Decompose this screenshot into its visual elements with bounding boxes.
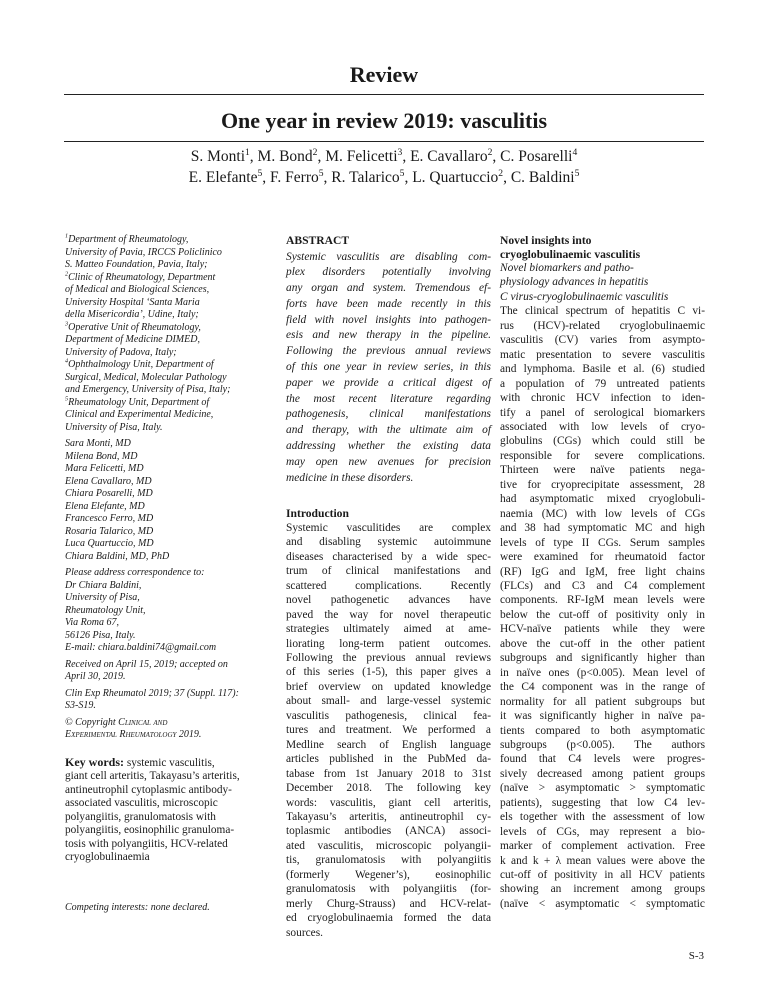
cryo-text-line: (FLCs) and C3 and C4 complement [500,579,705,592]
affiliation-text: S. Matteo Foundation, Pavia, Italy; [65,259,208,270]
introduction-line: granulomatosis with polyangiitis (for- [286,883,491,896]
author-affiliation-mark: 3 [397,146,403,158]
cryo-text-line: k and k + λ mean values were above the [500,854,705,867]
affiliation-line [65,297,270,310]
keywords-line: polyangiitis, granulomatosis with [65,810,216,823]
author-name: E. Cavallaro [410,148,488,165]
cryo-text-line: below the cut-off of positivity only in [500,608,705,621]
affiliation-line [65,384,270,397]
cryo-text-line: showing an increment among groups [500,883,705,896]
cryo-text-line: associated with low levels of cryo- [500,420,705,433]
affiliations [65,234,270,434]
author-list-item: Milena Bond, MD [65,450,138,462]
author-affiliation-mark: 2 [312,146,318,158]
introduction-line: Medline search of English language [286,738,491,751]
affiliation-line [65,259,270,272]
competing-interests: Competing interests: none declared. [65,902,210,913]
middle-column [286,234,491,940]
author-affiliation-mark: 5 [318,167,324,179]
author-affiliation-mark: 4 [572,146,578,158]
received-line: April 30, 2019. [65,671,126,682]
article-title: One year in review 2019: vasculitis [220,108,548,133]
cryo-text-line: (RF) IgG and IgM, free light chains [500,565,705,578]
cryo-heading-line: cryoglobulinaemic vasculitis [500,247,641,261]
introduction-line: brief overview on updated knowledge [286,680,491,693]
cryo-text-line: tify a panel of serological biomarkers [500,406,705,419]
citation [65,688,270,713]
introduction-line: Following the previous annual reviews [286,652,491,665]
introduction-line: trum of clinical manifestations and [286,565,491,578]
abstract-line: paper we provide a critical digest of [286,376,491,389]
author-list-item: Chiara Posarelli, MD [65,488,153,499]
cryo-text-line: tive for cryoprecipitate assessment, 28 [500,478,705,491]
introduction-line: and disabling systemic autoimmune [286,536,491,549]
cryo-text-line: cut-off of positivity in all HCV patients [500,869,705,882]
introduction-line: Takayasu’s arteritis, antineutrophil cy- [286,811,491,824]
abstract-line: field with novel insights into pathogen- [286,313,491,326]
correspondence-line: Please address correspondence to: [65,567,205,578]
correspondence-line: Rheumatology Unit, [65,604,146,616]
author-name: R. Talarico [331,169,400,186]
cryo-text-line: and 38 had symptomatic MC and high [500,522,705,535]
introduction-line: ated vasculitis, microscopic polyangii- [286,839,491,852]
introduction-line: toplasmic antibodies (ANCA) associ- [286,825,491,838]
correspondence-line: E-mail: chiara.baldini74@gmail.com [65,642,217,653]
affiliation-line [65,334,270,347]
correspondence-line: 56126 Pisa, Italy. [65,629,136,641]
cryo-text-line: it was significantly higher in naïve pa- [500,710,705,723]
author-affiliation-mark: 1 [245,146,250,158]
author-line-2: E. Elefante$^5$, F. Ferro$^5$, R. Talarico$^5$, L. Quartuccio$^2$, C. Baldini$^5$ [188,167,580,186]
introduction-line: ed cryoglobulinaemia formed the data [286,912,491,925]
cryo-text-line: The clinical spectrum of hepatitis C vi- [500,305,705,318]
affiliation-mark: 1 [65,232,69,240]
affiliation-text: Ophthalmology Unit, Department of [68,359,214,370]
abstract-line: pathogenesis, clinical manifestations [286,408,491,421]
cryo-text-line: Thirteen were naïve patients nega- [500,464,705,477]
abstract-heading: ABSTRACT [286,234,350,247]
affiliation-line [65,322,270,335]
affiliation-line [65,409,270,422]
abstract-line: the most recent literature regarding [286,392,491,405]
received-dates [65,659,270,684]
affiliation-mark: 5 [65,395,69,403]
cryo-text-line: levels of CGs, may represent a bio- [500,825,705,838]
abstract-line: addressing whether the existing data [286,440,491,453]
abstract-line: of this one year in review series, in this [286,361,491,374]
keywords-line: giant cell arteritis, Takayasu’s arteritis, [65,770,240,782]
cryo-subheading-line: C virus-cryoglobulinaemic vasculitis [500,290,669,303]
introduction-line: about small- and large-vessel systemic [286,695,491,708]
introduction-line: Systemic vasculitides are complex [286,521,491,534]
introduction-line: scattered complications. Recently [286,579,491,592]
keywords-line: antineutrophil cytoplasmic antibody- [65,783,232,796]
keywords-line: tosis with polyangiitis, HCV-related [65,837,228,850]
author-name: M. Felicetti [325,148,398,165]
right-column [500,234,705,911]
author-name: C. Baldini [510,169,575,186]
abstract-line: Following the previous annual reviews [286,345,491,358]
cryo-section-heading [500,234,705,261]
introduction-line: December 2018. The following key [286,782,491,795]
keywords-line: polyangiitis, eosinophilic granuloma- [65,824,235,836]
affiliation-line [65,284,270,297]
abstract-line: forts have been made recently in this [286,297,491,310]
author-affiliation-mark: 5 [257,167,263,179]
page-number: S-3 [688,950,704,962]
cryo-subheading-line: Novel biomarkers and patho- [500,262,634,274]
affiliation-text: and Emergency, University of Pisa, Italy; [65,384,231,395]
correspondence [65,567,270,655]
introduction-line: paved the way for novel therapeutic [286,608,491,621]
affiliation-mark: 2 [65,270,69,278]
cryo-text-line: els together with the assessment of low [500,811,705,824]
introduction-line: sources. [286,926,324,939]
affiliation-text: of Medical and Biological Sciences, [65,284,210,295]
abstract-line: may open new avenues for precision [286,455,491,468]
introduction-line: of this series (1-5), this paper gives a [286,666,491,679]
cryo-text-line: levels of type II CGs. Serum samples [500,536,705,549]
author-list [65,438,270,563]
cryo-text-line: (naïve > asymptomatic > symptomatic [500,782,705,795]
cryo-text-line: matic presentation to severe vasculitis [500,348,705,361]
affiliation-line [65,247,270,260]
affiliation-text: Department of Medicine DIMED, [65,334,200,345]
affiliation-line [65,347,270,360]
top-rule [64,94,704,95]
cryo-text-line: vasculitis (CV) varies from asympto- [500,334,705,347]
author-byline [0,146,768,188]
cryo-text-line: a population of 79 untreated patients [500,377,705,390]
cryo-text-line: sively decreased among patient groups [500,767,705,780]
author-name: L. Quartuccio [412,169,499,186]
author-list-item: Chiara Baldini, MD, PhD [65,550,170,562]
author-list-item: Luca Quartuccio, MD [65,538,154,549]
author-affiliation-mark: 2 [487,146,493,158]
affiliation-mark: 3 [65,320,69,328]
cryo-text-line: subgroups and significantly higher than [500,652,705,665]
sidebar-column [65,234,270,865]
introduction-line: merly Churg-Strauss) and HCV-relat- [286,897,491,910]
introduction-line: strategies ultimately aimed at ame- [286,623,491,636]
affiliation-line [65,309,270,322]
abstract-text [286,250,491,487]
cryo-text-line: found that C4 levels were progres- [500,753,705,766]
affiliation-text: University of Pavia, IRCCS Policlinico [65,246,222,258]
affiliation-text: della Misericordia’, Udine, Italy; [65,309,199,320]
introduction-line: novel pathogenetic advances have [286,594,491,607]
cryo-text-line: rus (HCV)-related cryoglobulinaemic [500,319,705,332]
author-name: S. Monti [190,148,245,165]
copyright: © Copyright Clinical and Experimental Rheumatology 2019. [65,716,202,740]
cryo-text-line: with chronic HCV infection to iden- [500,392,705,405]
affiliation-line [65,234,270,247]
keywords-label: Key words: [65,754,124,769]
cryo-subheading [500,261,705,304]
title-rule [64,141,704,142]
author-affiliation-mark: 2 [498,167,504,179]
author-name: C. Posarelli [500,148,573,165]
article-meta [65,438,270,742]
affiliation-line [65,397,270,410]
keywords-line: cryoglobulinaemia [65,851,150,863]
author-name: M. Bond [257,148,313,165]
author-affiliation-mark: 5 [574,167,580,179]
affiliation-text: Surgical, Medical, Molecular Pathology [65,371,227,383]
cryo-text-line: responsible for severe complications. [500,449,705,462]
affiliation-line [65,422,270,435]
cryo-section-text [500,304,705,911]
author-name: F. Ferro [270,169,319,186]
affiliation-text: University of Pisa, Italy. [65,421,163,433]
author-list-item: Rosaria Talarico, MD [65,525,154,537]
introduction-line: tis, granulomatosis with polyangiitis [286,854,491,867]
author-list-item: Francesco Ferro, MD [65,513,154,524]
affiliation-text: Rheumatology Unit, Department of [68,396,210,408]
introduction-line: liorating long-term patient outcomes. [286,637,491,650]
received-line: Received on April 15, 2019; accepted on [65,658,228,670]
affiliation-mark: 4 [65,357,69,365]
cryo-text-line: in naïve ones (p<0.005). Mean level of [500,666,705,679]
affiliation-text: University Hospital ‘Santa Maria [65,296,200,308]
cryo-text-line: globulins (CGs) which could still be [500,435,705,448]
keywords-line: associated vasculitis, microscopic [65,797,218,809]
affiliation-text: Clinic of Rheumatology, Department [68,271,216,283]
cryo-text-line: the C4 component was in the range of [500,681,705,694]
correspondence-line: Via Roma 67, [65,617,119,628]
introduction-line: (formerly Wegener’s), eosinophilic [286,868,491,881]
affiliation-line [65,272,270,285]
abstract-line: esis and new therapy in the pipeline. [286,329,491,342]
introduction-line: vasculitis pathogenesis, clinical fea- [286,709,491,722]
cryo-text-line: and lymphoma. Basile et al. (6) studied [500,363,705,376]
abstract-line: Systemic vasculitis are disabling com- [286,250,491,263]
cryo-text-line: normality for all patient subgroups but [500,695,705,708]
introduction-line: tures and treatment. We performed a [286,724,491,737]
cryo-text-line: tients compared to both asymptomatic [500,724,705,737]
author-line-1: S. Monti$^1$, M. Bond$^2$, M. Felicetti$^3$, E. Cavallaro$^2$, C. Posarelli$^4$ [190,146,578,165]
cryo-text-line: above the cut-off in the other patient [500,637,705,650]
correspondence-line: Dr Chiara Baldini, [65,579,142,591]
introduction-line: tabase from 1st January 2018 to 31st [286,767,491,780]
cryo-text-line: subgroups (p<0.005). The authors [500,738,705,751]
author-list-item: Sara Monti, MD [65,438,131,449]
abstract-line: and therapy, with the ultimate aim of [286,424,491,437]
cryo-text-line: naemia (MC) with low levels of CGs [500,507,705,520]
abstract-line: plex disorders potentially involving [286,266,491,279]
affiliation-text: University of Padova, Italy; [65,346,177,358]
citation-line: Clin Exp Rheumatol 2019; 37 (Suppl. 117): [65,687,239,699]
keywords-text: systemic vasculitis, [124,756,215,769]
author-list-item: Elena Cavallaro, MD [65,475,152,487]
introduction-line: words: vasculitis, giant cell arteritis, [286,796,491,809]
author-affiliation-mark: 5 [399,167,405,179]
affiliation-text: Department of Rheumatology, [68,234,189,245]
introduction-line: diseases characterised by a wide spec- [286,550,491,563]
keywords [65,756,270,865]
author-name: E. Elefante [188,169,258,186]
cryo-text-line: marker of complement activation. Free [500,840,705,853]
correspondence-line: University of Pisa, [65,592,140,603]
section-label: Review [349,62,419,87]
cryo-heading-line: Novel insights into [500,234,592,247]
affiliation-line [65,359,270,372]
cryo-text-line: patients), suggesting that low C4 lev- [500,796,705,809]
introduction-text [286,521,491,940]
affiliation-text: Operative Unit of Rheumatology, [68,321,201,333]
cryo-text-line: HCV-naïve patients while they were [500,623,705,636]
cryo-text-line: components. RF-IgM mean levels were [500,594,705,607]
affiliation-text: Clinical and Experimental Medicine, [65,409,214,420]
introduction-heading: Introduction [286,507,349,521]
cryo-text-line: had asymptomatic mixed cryoglobuli- [500,493,705,506]
introduction-line: articles published in the PubMed da- [286,753,491,766]
author-list-item: Mara Felicetti, MD [65,463,144,474]
citation-line: S3-S19. [65,700,96,711]
affiliation-line [65,372,270,385]
abstract-line: any organ and system. Tremendous ef- [286,282,491,295]
abstract-line: medicine in these disorders. [286,471,414,484]
cryo-subheading-line: physiology advances in hepatitis [500,276,649,289]
cryo-text-line: (naïve < asymptomatic < symptomatic [500,897,705,910]
author-list-item: Elena Elefante, MD [65,500,145,512]
cryo-text-line: were examined for rheumatoid factor [500,551,705,564]
